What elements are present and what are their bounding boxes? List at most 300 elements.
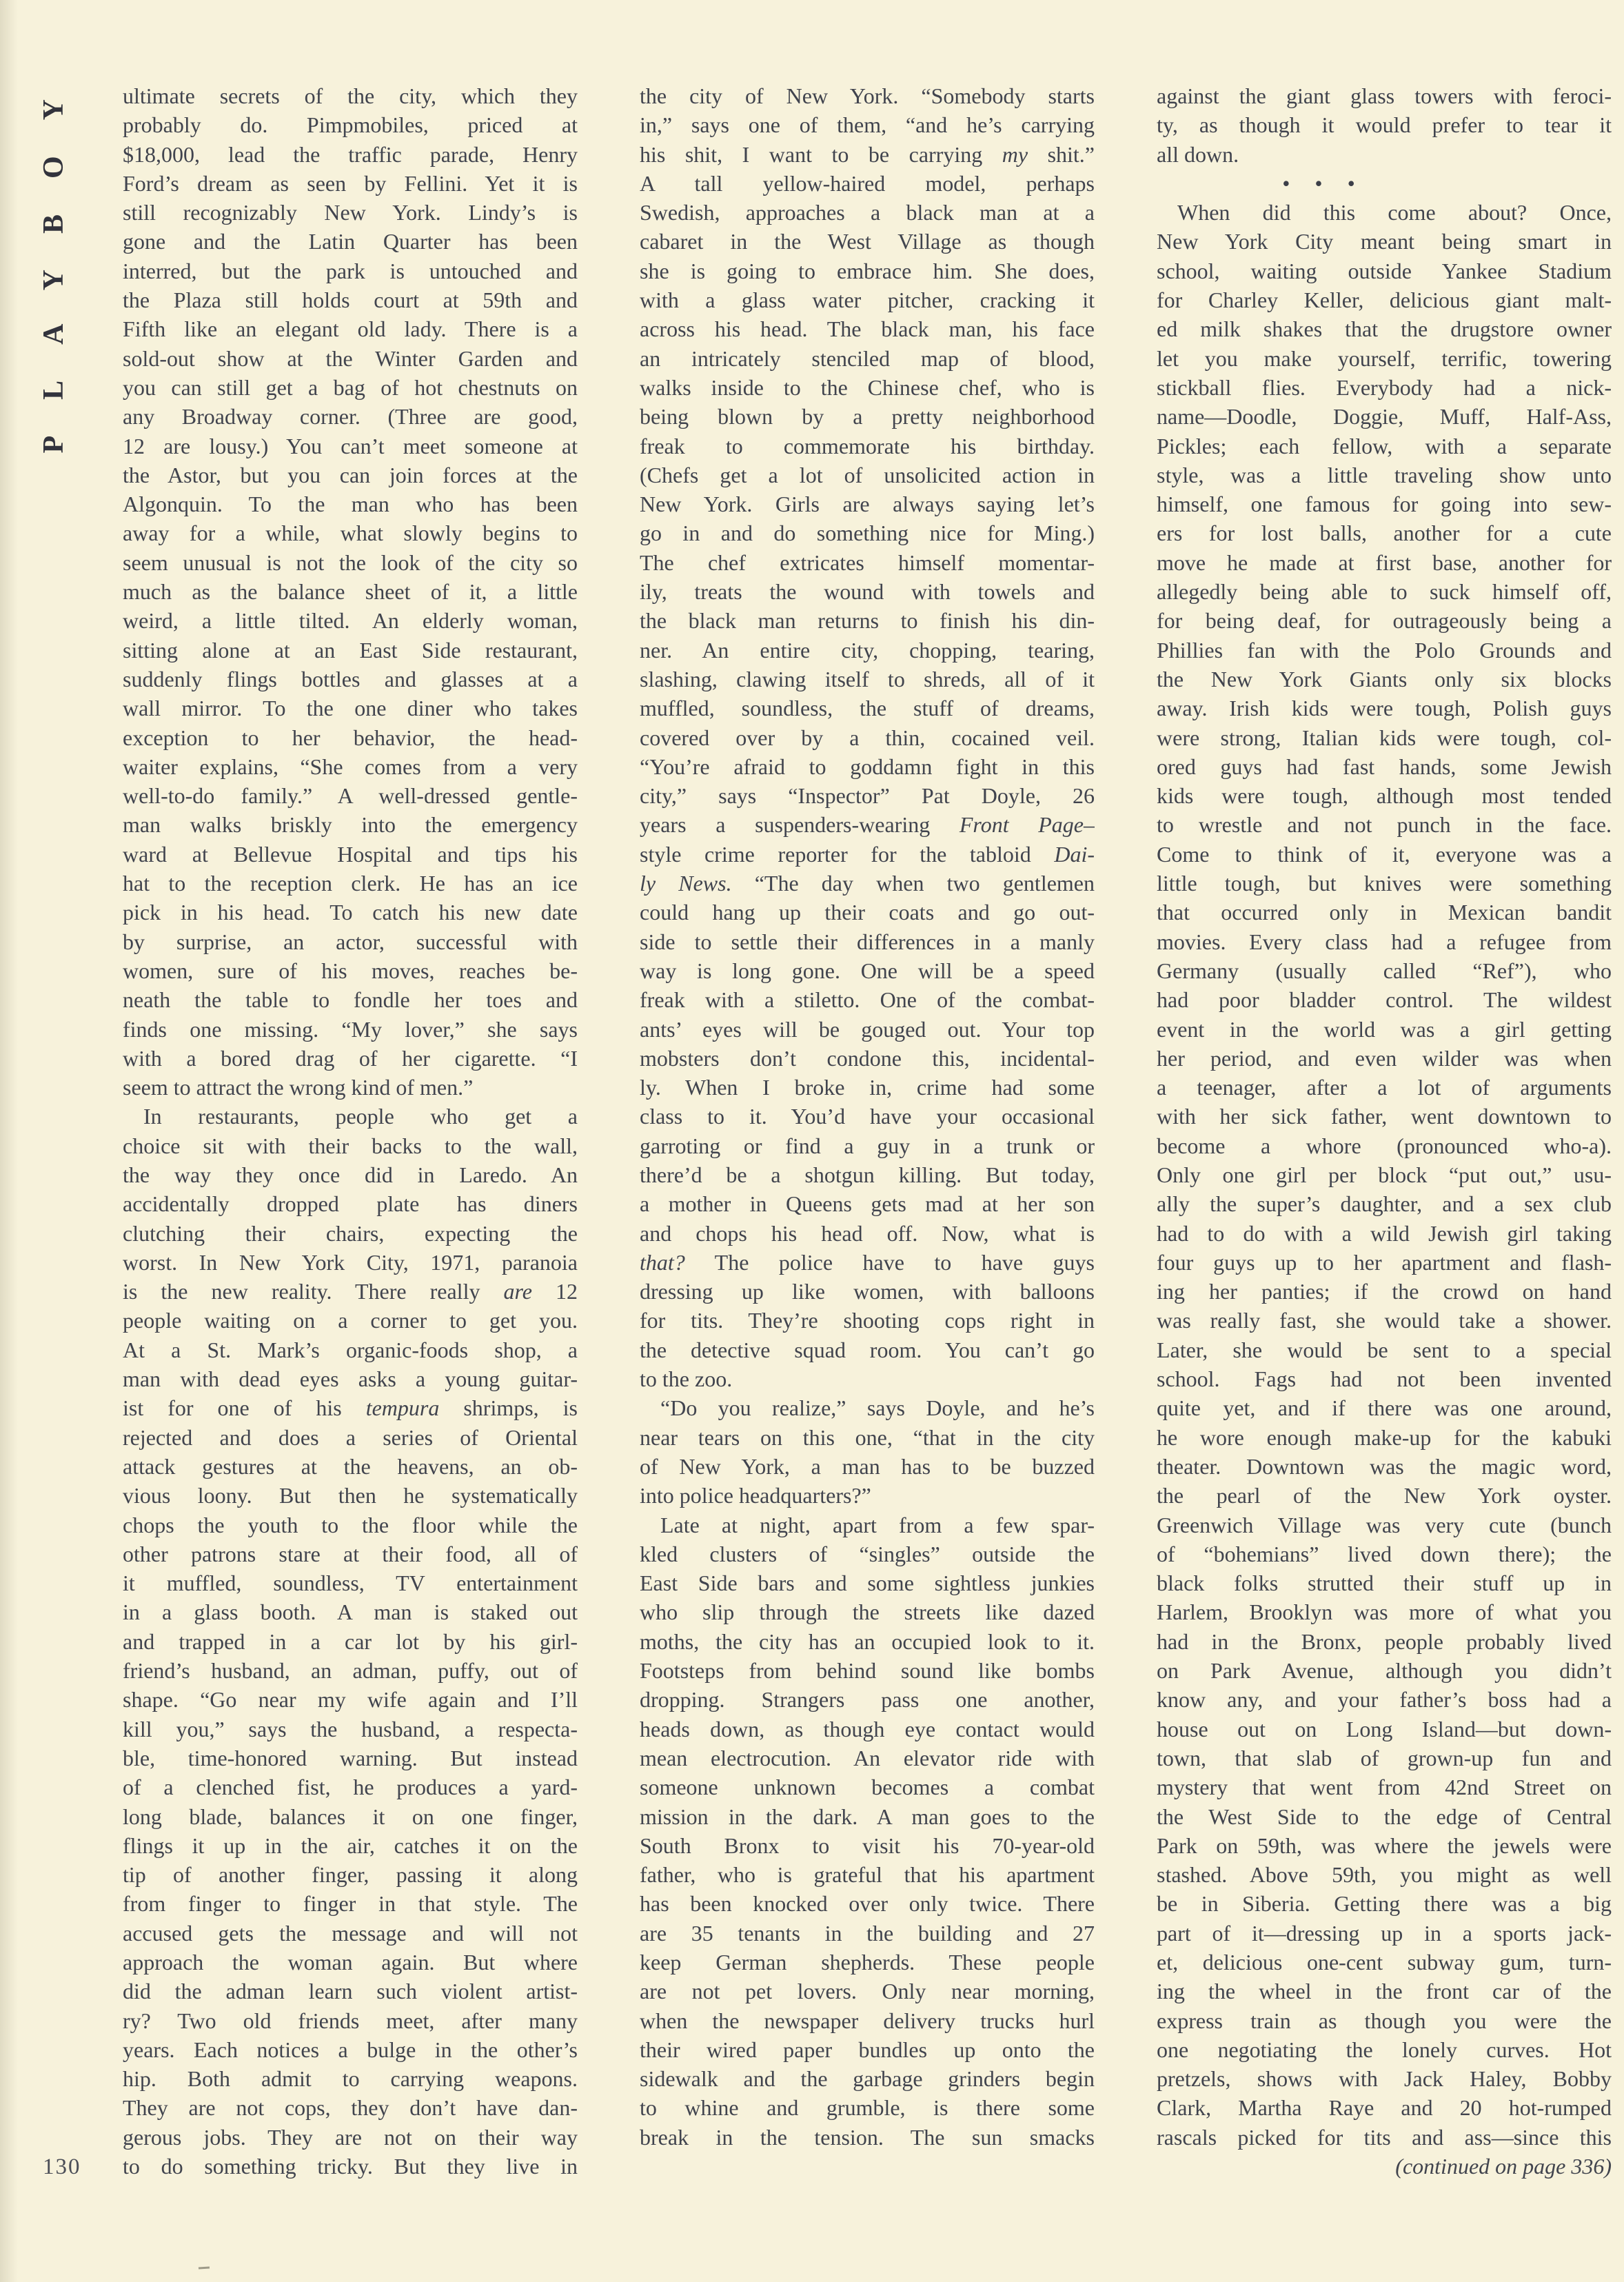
text-span: A tall yellow-haired model, perhaps bbox=[640, 170, 1095, 196]
text-span: ants’ eyes will be gouged out. Your top bbox=[640, 1016, 1095, 1042]
text-span: in,” says one of them, “and he’s carrying bbox=[640, 112, 1095, 138]
text-line bbox=[1157, 285, 1612, 314]
text-span: the Plaza still holds court at 59th and bbox=[123, 287, 578, 313]
text-span: waiter explains, “She comes from a very bbox=[123, 754, 578, 779]
text-line bbox=[640, 1773, 1095, 1801]
text-span: heads down, as though eye contact would bbox=[640, 1716, 1095, 1741]
text-span: quite yet, and if there was one around, bbox=[1157, 1395, 1612, 1421]
text-span: The chef extricates himself momentar- bbox=[640, 549, 1095, 575]
text-span: to do something tricky. But they live in bbox=[123, 2154, 578, 2179]
text-line bbox=[1157, 1277, 1612, 1306]
text-span: ers for lost balls, another for a cute bbox=[1157, 521, 1612, 546]
text-line bbox=[123, 489, 578, 518]
text-line bbox=[1157, 956, 1612, 985]
text-line bbox=[123, 636, 578, 665]
text-column-center bbox=[640, 81, 1095, 2152]
text-span: did the adman learn such violent artist- bbox=[123, 1979, 578, 2004]
text-line bbox=[640, 344, 1095, 373]
text-span: of New York, a man has to be buzzed bbox=[640, 1453, 1095, 1479]
italic-text-span: Dai- bbox=[1054, 841, 1095, 867]
text-span: to whine and grumble, is there some bbox=[640, 2095, 1095, 2121]
text-line bbox=[123, 898, 578, 927]
text-span: Phillies fan with the Polo Grounds and bbox=[1157, 637, 1612, 663]
text-line bbox=[1157, 810, 1612, 839]
text-line bbox=[640, 1715, 1095, 1744]
text-line bbox=[1157, 1423, 1612, 1452]
text-line bbox=[640, 2006, 1095, 2035]
text-span: had to do with a wild Jewish girl taking bbox=[1157, 1220, 1612, 1246]
text-line bbox=[123, 169, 578, 198]
text-line bbox=[640, 1539, 1095, 1568]
italic-text-span: (continued on page 336) bbox=[1395, 2154, 1612, 2179]
text-line bbox=[123, 2152, 578, 2181]
text-line bbox=[640, 1219, 1095, 1248]
text-line bbox=[640, 1656, 1095, 1685]
text-line bbox=[640, 2093, 1095, 2122]
text-span: express train as though you were the bbox=[1157, 2008, 1612, 2033]
text-span: muffled, soundless, the stuff of dreams, bbox=[640, 696, 1095, 721]
text-line bbox=[123, 81, 578, 110]
text-span: the New York Giants only six blocks bbox=[1157, 666, 1612, 691]
text-line bbox=[1157, 140, 1612, 169]
italic-text-span: ly News. bbox=[640, 871, 732, 896]
text-line bbox=[640, 548, 1095, 577]
text-span: he wore enough make-up for the kabuki bbox=[1157, 1424, 1612, 1450]
text-line bbox=[1157, 2152, 1612, 2181]
text-span: approach the woman again. But where bbox=[123, 1950, 578, 1975]
text-span: that occurred only in Mexican bandit bbox=[1157, 900, 1612, 925]
text-line bbox=[123, 432, 578, 461]
text-line bbox=[1157, 432, 1612, 461]
text-line bbox=[640, 1335, 1095, 1364]
text-line bbox=[1157, 1393, 1612, 1422]
text-span: there’d be a shotgun killing. But today, bbox=[640, 1162, 1095, 1187]
text-span: “Do you realize,” says Doyle, and he’s bbox=[660, 1395, 1095, 1421]
text-line bbox=[123, 140, 578, 169]
text-line bbox=[640, 285, 1095, 314]
text-span: man with dead eyes asks a young guitar- bbox=[123, 1366, 578, 1392]
text-span: go in and do something nice for Ming.) bbox=[640, 521, 1095, 546]
text-span: an intricately stenciled map of blood, bbox=[640, 345, 1095, 371]
text-line bbox=[123, 461, 578, 489]
text-span: freak with a stiletto. One of the combat- bbox=[640, 987, 1095, 1013]
text-line bbox=[123, 606, 578, 635]
text-span: probably do. Pimpmobiles, priced at bbox=[123, 112, 578, 138]
page-number: 130 bbox=[43, 2154, 81, 2179]
text-span: are 35 tenants in the building and 27 bbox=[640, 1920, 1095, 1946]
scan-artifact-dash bbox=[199, 2266, 210, 2269]
text-line bbox=[1157, 1656, 1612, 1685]
text-span: Come to think of it, everyone was a bbox=[1157, 841, 1612, 867]
text-span: Greenwich Village was very cute (bunch bbox=[1157, 1512, 1612, 1537]
text-line bbox=[640, 636, 1095, 665]
text-line bbox=[1157, 1977, 1612, 2006]
text-span: allegedly being able to suck himself off, bbox=[1157, 579, 1612, 605]
text-span: all down. bbox=[1157, 141, 1239, 167]
text-span: freak to commemorate his birthday. bbox=[640, 433, 1095, 458]
text-span: keep German shepherds. These people bbox=[640, 1950, 1095, 1975]
text-line bbox=[1157, 198, 1612, 227]
text-span: Swedish, approaches a black man at a bbox=[640, 200, 1095, 225]
text-line bbox=[1157, 665, 1612, 694]
text-column-left bbox=[123, 81, 578, 2181]
text-line bbox=[640, 1685, 1095, 1714]
text-span: Later, she would be sent to a special bbox=[1157, 1337, 1612, 1362]
text-span: finds one missing. “My lover,” she says bbox=[123, 1016, 578, 1042]
text-span: who slip through the streets like dazed bbox=[640, 1599, 1095, 1625]
text-span: pretzels, shows with Jack Haley, Bobby bbox=[1157, 2066, 1612, 2092]
text-span: walks inside to the Chinese chef, who is bbox=[640, 374, 1095, 400]
text-span: for Charley Keller, delicious giant malt- bbox=[1157, 287, 1612, 313]
text-line bbox=[1157, 548, 1612, 577]
text-span: hip. Both admit to carrying weapons. bbox=[123, 2066, 578, 2092]
text-line bbox=[1157, 2123, 1612, 2152]
text-line bbox=[640, 110, 1095, 139]
text-line bbox=[1157, 256, 1612, 285]
text-line bbox=[640, 1627, 1095, 1656]
text-line bbox=[123, 781, 578, 810]
text-span: hat to the reception clerk. He has an ice bbox=[123, 871, 578, 896]
text-span: away. Irish kids were tough, Polish guys bbox=[1157, 696, 1612, 721]
text-line bbox=[640, 1889, 1095, 1918]
text-span: They are not cops, they don’t have dan- bbox=[123, 2095, 578, 2121]
text-line bbox=[640, 1802, 1095, 1831]
italic-text-span: that? bbox=[640, 1249, 685, 1275]
text-span: was really fast, she would take a shower. bbox=[1157, 1308, 1612, 1333]
italic-text-span: Front Page– bbox=[959, 812, 1095, 838]
text-line bbox=[123, 694, 578, 723]
text-line bbox=[640, 1102, 1095, 1131]
text-span: 12 are lousy.) You can’t meet someone at bbox=[123, 433, 578, 458]
text-span: ored guys had fast hands, some Jewish bbox=[1157, 754, 1612, 779]
text-span: seem unusual is not the look of the city so bbox=[123, 549, 578, 575]
text-line bbox=[123, 1102, 578, 1131]
text-line bbox=[640, 1831, 1095, 1860]
text-span: Ford’s dream as seen by Fellini. Yet it is bbox=[123, 170, 578, 196]
text-span: the pearl of the New York oyster. bbox=[1157, 1483, 1612, 1508]
text-line bbox=[123, 1889, 578, 1918]
text-line bbox=[640, 1919, 1095, 1948]
text-line bbox=[123, 985, 578, 1014]
text-line bbox=[640, 1423, 1095, 1452]
text-span: moths, the city has an occupied look to it. bbox=[640, 1628, 1095, 1654]
text-span: other patrons stare at their food, all of bbox=[123, 1541, 578, 1566]
text-span: Algonquin. To the man who has been bbox=[123, 492, 578, 517]
text-line bbox=[123, 810, 578, 839]
text-span: suddenly flings bottles and glasses at a bbox=[123, 666, 578, 691]
text-line bbox=[123, 1539, 578, 1568]
text-span: ily, treats the wound with towels and bbox=[640, 579, 1095, 605]
text-span: stashed. Above 59th, you might as well bbox=[1157, 1862, 1612, 1888]
text-line bbox=[123, 1160, 578, 1189]
playboy-vertical-logo: PLAYBOY bbox=[38, 63, 70, 454]
text-line bbox=[1157, 461, 1612, 489]
text-span: with a glass water pitcher, cracking it bbox=[640, 287, 1095, 313]
text-span: dressing up like women, with balloons bbox=[640, 1279, 1095, 1304]
text-line bbox=[123, 1656, 578, 1685]
text-span: mission in the dark. A man goes to the bbox=[640, 1804, 1095, 1829]
text-span: school, waiting outside Yankee Stadium bbox=[1157, 258, 1612, 283]
text-line bbox=[123, 1977, 578, 2006]
text-line bbox=[640, 577, 1095, 606]
text-span: Late at night, apart from a few spar- bbox=[660, 1512, 1095, 1537]
text-span: and trapped in a car lot by his girl- bbox=[123, 1628, 578, 1654]
text-span: it muffled, soundless, TV entertainment bbox=[123, 1571, 578, 1596]
text-span: side to settle their differences in a manly bbox=[640, 929, 1095, 954]
text-line bbox=[123, 1073, 578, 1102]
text-line bbox=[1157, 1219, 1612, 1248]
text-span: exception to her behavior, the head- bbox=[123, 725, 578, 750]
text-span: ed milk shakes that the drugstore owner bbox=[1157, 316, 1612, 342]
text-line bbox=[123, 1597, 578, 1626]
text-line bbox=[1157, 1189, 1612, 1218]
text-span: wall mirror. To the one diner who takes bbox=[123, 696, 578, 721]
text-line bbox=[123, 344, 578, 373]
text-line bbox=[123, 840, 578, 869]
text-line bbox=[123, 1860, 578, 1889]
text-span: when the newspaper delivery trucks hurl bbox=[640, 2008, 1095, 2033]
text-span: away for a while, what slowly begins to bbox=[123, 521, 578, 546]
text-line bbox=[123, 1044, 578, 1073]
text-line bbox=[1157, 1889, 1612, 1918]
text-line bbox=[123, 956, 578, 985]
text-span: movies. Every class had a refugee from bbox=[1157, 929, 1612, 954]
text-line bbox=[123, 314, 578, 343]
text-line bbox=[123, 1015, 578, 1044]
text-span: kled clusters of “singles” outside the bbox=[640, 1541, 1095, 1566]
text-line bbox=[640, 227, 1095, 256]
text-span: years. Each notices a bulge in the other’s bbox=[123, 2037, 578, 2062]
text-span: vious loony. But then he systematically bbox=[123, 1483, 578, 1508]
text-line bbox=[640, 1568, 1095, 1597]
text-line bbox=[640, 752, 1095, 781]
italic-text-span: my bbox=[1002, 141, 1028, 167]
text-span: style crime reporter for the tabloid bbox=[640, 841, 1055, 867]
text-line bbox=[1157, 1131, 1612, 1160]
text-span: The police have to have guys bbox=[684, 1249, 1095, 1275]
text-line bbox=[640, 256, 1095, 285]
text-span: attack gestures at the heavens, an ob- bbox=[123, 1453, 578, 1479]
text-span: “The day when two gentlemen bbox=[731, 871, 1095, 896]
text-line bbox=[1157, 752, 1612, 781]
text-span: break in the tension. The sun smacks bbox=[640, 2124, 1095, 2150]
text-span: Footsteps from behind sound like bombs bbox=[640, 1658, 1095, 1684]
text-span: with a bored drag of her cigarette. “I bbox=[123, 1045, 578, 1071]
text-line bbox=[1157, 1597, 1612, 1626]
text-line bbox=[1157, 1773, 1612, 1801]
text-span: New York City meant being smart in bbox=[1157, 229, 1612, 254]
text-line bbox=[123, 1423, 578, 1452]
text-line bbox=[1157, 694, 1612, 723]
text-line bbox=[123, 2123, 578, 2152]
text-span: school. Fags had not been invented bbox=[1157, 1366, 1612, 1392]
text-span: being blown by a pretty neighborhood bbox=[640, 404, 1095, 430]
text-span: to wrestle and not punch in the face. bbox=[1157, 812, 1612, 838]
text-span: himself, one famous for going into sew- bbox=[1157, 492, 1612, 517]
text-line bbox=[640, 1948, 1095, 1977]
text-line bbox=[640, 432, 1095, 461]
text-span: clutching their chairs, expecting the bbox=[123, 1220, 578, 1246]
text-line bbox=[1157, 898, 1612, 927]
text-span: in a glass booth. A man is staked out bbox=[123, 1599, 578, 1625]
text-line bbox=[123, 1131, 578, 1160]
text-span: the Astor, but you can join forces at the bbox=[123, 462, 578, 487]
text-line bbox=[1157, 344, 1612, 373]
text-span: style, was a little traveling show unto bbox=[1157, 462, 1612, 487]
text-line bbox=[640, 1597, 1095, 1626]
text-span: were strong, Italian kids were tough, col- bbox=[1157, 725, 1612, 750]
text-line bbox=[123, 2035, 578, 2064]
text-line bbox=[1157, 489, 1612, 518]
text-span: At a St. Mark’s organic-foods shop, a bbox=[123, 1337, 578, 1362]
text-span: their wired paper bundles up onto the bbox=[640, 2037, 1095, 2062]
text-line bbox=[123, 2006, 578, 2035]
text-span: garroting or find a guy in a trunk or bbox=[640, 1133, 1095, 1158]
text-span: mean electrocution. An elevator ride with bbox=[640, 1745, 1095, 1770]
text-line bbox=[123, 752, 578, 781]
text-span: Only one girl per block “put out,” usu- bbox=[1157, 1162, 1612, 1187]
text-line bbox=[123, 1715, 578, 1744]
text-span: the West Side to the edge of Central bbox=[1157, 1804, 1612, 1829]
text-line bbox=[640, 810, 1095, 839]
text-span: his shit, I want to be carrying bbox=[640, 141, 1002, 167]
text-line bbox=[1157, 1335, 1612, 1364]
text-line bbox=[1157, 606, 1612, 635]
text-span: class to it. You’d have your occasional bbox=[640, 1104, 1095, 1129]
text-span: be in Siberia. Getting there was a big bbox=[1157, 1891, 1612, 1917]
text-span: ist for one of his bbox=[123, 1395, 366, 1421]
text-line bbox=[123, 227, 578, 256]
text-line bbox=[123, 723, 578, 752]
text-line bbox=[123, 1335, 578, 1364]
text-span: cabaret in the West Village as though bbox=[640, 229, 1095, 254]
text-span: on Park Avenue, although you didn’t bbox=[1157, 1658, 1612, 1684]
text-span: rejected and does a series of Oriental bbox=[123, 1424, 578, 1450]
text-line bbox=[1157, 985, 1612, 1014]
text-span: rascals picked for tits and ass—since this bbox=[1157, 2124, 1612, 2150]
text-line bbox=[640, 1511, 1095, 1539]
text-span: ry? Two old friends meet, after many bbox=[123, 2008, 578, 2033]
text-span: ultimate secrets of the city, which they bbox=[123, 83, 578, 108]
text-span: chops the youth to the floor while the bbox=[123, 1512, 578, 1537]
text-span: has been knocked over only twice. There bbox=[640, 1891, 1095, 1917]
text-span: ty, as though it would prefer to tear it bbox=[1157, 112, 1612, 138]
text-line bbox=[1157, 781, 1612, 810]
text-span: had poor bladder control. The wildest bbox=[1157, 987, 1612, 1013]
text-span: move he made at first base, another for bbox=[1157, 549, 1612, 575]
text-span: ing her panties; if the crowd on hand bbox=[1157, 1279, 1612, 1304]
text-line bbox=[1157, 1015, 1612, 1044]
text-line bbox=[123, 869, 578, 898]
text-line bbox=[640, 1277, 1095, 1306]
text-span: someone unknown becomes a combat bbox=[640, 1775, 1095, 1800]
text-span: she is going to embrace him. She does, bbox=[640, 258, 1095, 283]
text-line bbox=[640, 1131, 1095, 1160]
text-span: for being deaf, for outrageously being a bbox=[1157, 608, 1612, 634]
text-span: Germany (usually called “Ref”), who bbox=[1157, 958, 1612, 983]
text-span: weird, a little tilted. An elderly woman, bbox=[123, 608, 578, 634]
text-span: the black man returns to finish his din- bbox=[640, 608, 1095, 634]
text-span: shit.” bbox=[1028, 141, 1095, 167]
text-line bbox=[1157, 1364, 1612, 1393]
text-line bbox=[1157, 1685, 1612, 1714]
text-line bbox=[123, 1219, 578, 1248]
text-line bbox=[1157, 1831, 1612, 1860]
text-line bbox=[1157, 927, 1612, 956]
section-divider-dots bbox=[1096, 169, 1551, 198]
text-span: sold-out show at the Winter Garden and bbox=[123, 345, 578, 371]
text-line bbox=[640, 81, 1095, 110]
text-span: well-to-do family.” A well-dressed gentle- bbox=[123, 783, 578, 809]
text-line bbox=[123, 373, 578, 402]
text-span: part of it—dressing up in a sports jack- bbox=[1157, 1920, 1612, 1946]
text-line bbox=[1157, 1802, 1612, 1831]
text-line bbox=[640, 723, 1095, 752]
text-line bbox=[640, 1189, 1095, 1218]
text-line bbox=[1157, 1568, 1612, 1597]
text-span: In restaurants, people who get a bbox=[143, 1104, 578, 1129]
text-span: neath the table to fondle her toes and bbox=[123, 987, 578, 1013]
text-line bbox=[123, 1744, 578, 1773]
text-span: know any, and your father’s boss had a bbox=[1157, 1687, 1612, 1713]
text-span: any Broadway corner. (Three are good, bbox=[123, 404, 578, 430]
text-span: et, delicious one-cent subway gum, turn- bbox=[1157, 1950, 1612, 1975]
text-line bbox=[640, 1160, 1095, 1189]
text-line bbox=[640, 1452, 1095, 1481]
text-span: accused gets the message and will not bbox=[123, 1920, 578, 1946]
text-span: Fifth like an elegant old lady. There is a bbox=[123, 316, 578, 342]
text-span: city,” says “Inspector” Pat Doyle, 26 bbox=[640, 783, 1095, 809]
text-span: let you make yourself, terrific, towering bbox=[1157, 345, 1612, 371]
text-line bbox=[1157, 1248, 1612, 1277]
text-span: gone and the Latin Quarter has been bbox=[123, 229, 578, 254]
text-span: had in the Bronx, people probably lived bbox=[1157, 1628, 1612, 1654]
text-line bbox=[640, 2064, 1095, 2093]
text-line bbox=[1157, 1860, 1612, 1889]
text-span: shape. “Go near my wife again and I’ll bbox=[123, 1687, 578, 1713]
text-line bbox=[123, 548, 578, 577]
text-span: little tough, but knives were something bbox=[1157, 871, 1612, 896]
text-line bbox=[640, 1393, 1095, 1422]
text-line bbox=[1157, 1627, 1612, 1656]
text-line bbox=[123, 1393, 578, 1422]
text-span: sidewalk and the garbage grinders begin bbox=[640, 2066, 1095, 2092]
text-span: man walks briskly into the emergency bbox=[123, 812, 578, 838]
text-line bbox=[1157, 1481, 1612, 1510]
text-span: friend’s husband, an adman, puffy, out of bbox=[123, 1658, 578, 1684]
text-line bbox=[1157, 227, 1612, 256]
text-line bbox=[1157, 1102, 1612, 1131]
text-span: are not pet lovers. Only near morning, bbox=[640, 1979, 1095, 2004]
text-line bbox=[640, 140, 1095, 169]
text-line bbox=[640, 1248, 1095, 1277]
text-line bbox=[123, 1802, 578, 1831]
text-line bbox=[1157, 1744, 1612, 1773]
text-line bbox=[640, 1744, 1095, 1773]
text-span: near tears on this one, “that in the city bbox=[640, 1424, 1095, 1450]
text-span: with her sick father, went downtown to bbox=[1157, 1104, 1612, 1129]
text-line bbox=[1157, 1539, 1612, 1568]
text-line bbox=[1157, 1044, 1612, 1073]
text-line bbox=[1157, 577, 1612, 606]
text-span: • • • bbox=[1282, 170, 1365, 196]
text-span: against the giant glass towers with feroci- bbox=[1157, 83, 1612, 108]
text-span: ward at Bellevue Hospital and tips his bbox=[123, 841, 578, 867]
text-line bbox=[640, 461, 1095, 489]
text-span: across his head. The black man, his face bbox=[640, 316, 1095, 342]
text-line bbox=[1157, 840, 1612, 869]
text-line bbox=[640, 314, 1095, 343]
